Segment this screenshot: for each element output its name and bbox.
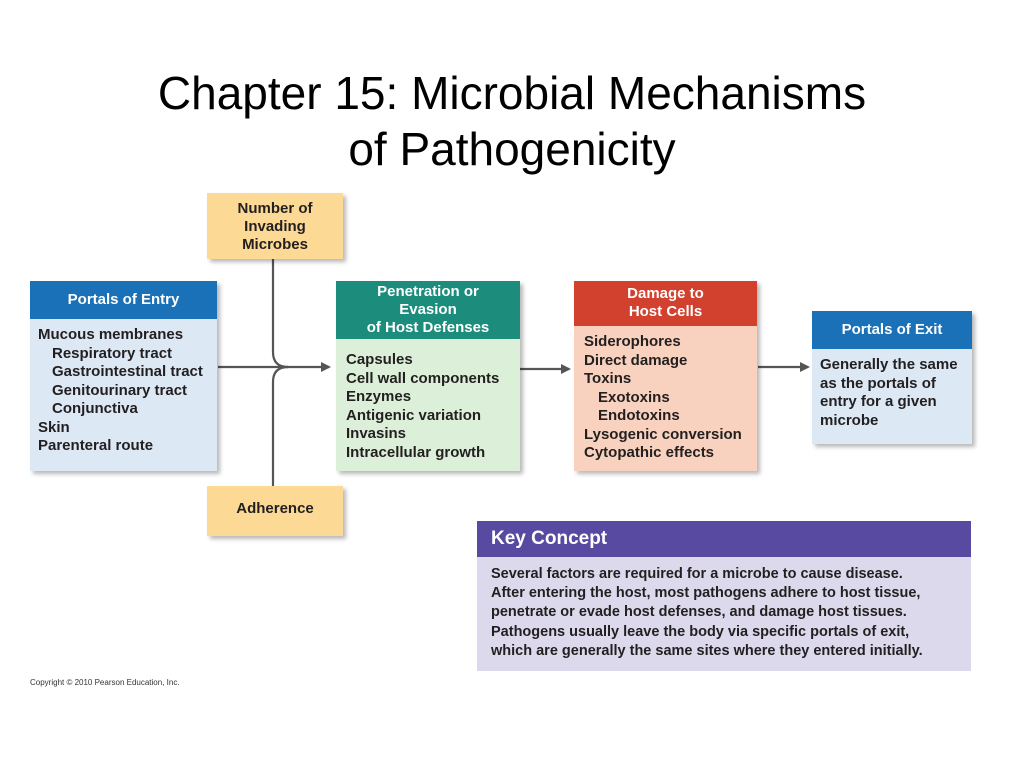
key-concept-box [477, 521, 971, 671]
list-item: Cell wall components [346, 369, 500, 387]
list-item: Conjunctiva [52, 400, 138, 417]
list-item: microbe [820, 411, 879, 429]
list-item: Antigenic variation [346, 406, 482, 424]
list-item: Direct damage [584, 351, 688, 369]
list-item: Siderophores [584, 333, 681, 350]
adherence-label: Adherence [236, 500, 314, 517]
list-item: Toxins [584, 370, 632, 387]
invading-line-3: Microbes [242, 236, 308, 253]
key-concept-line: which are generally the same sites where they entered initially. [491, 642, 923, 659]
damage-header-line-1: Damage to [627, 285, 704, 302]
list-item: Capsules [346, 351, 413, 368]
list-item: Skin [38, 418, 70, 436]
invading-line-2: Invading [244, 218, 306, 235]
list-item: Parenteral route [38, 437, 154, 454]
penetration-header-line-1: Penetration or [377, 283, 479, 300]
copyright-notice: Copyright © 2010 Pearson Education, Inc. [30, 678, 180, 687]
list-item: Respiratory tract [52, 344, 173, 362]
damage-host-cells-header [574, 281, 757, 326]
list-item: Lysogenic conversion [584, 425, 742, 443]
key-concept-line: Pathogens usually leave the body via specific portals of exit, [491, 623, 910, 640]
list-item: Mucous membranes [38, 326, 184, 343]
penetration-evasion-list [336, 339, 520, 462]
damage-host-cells-box [574, 281, 757, 471]
portals-of-exit-header [812, 311, 972, 349]
invading-microbes-box [207, 193, 343, 259]
portals-of-entry-box [30, 281, 217, 471]
portals-of-entry-list [30, 319, 217, 456]
portals-of-entry-title: Portals of Entry [67, 291, 180, 308]
invading-line-1: Number of [237, 200, 313, 217]
list-item: Generally the same [820, 356, 958, 373]
portals-of-exit-box [812, 311, 972, 444]
key-concept-line: penetrate or evade host defenses, and damage host tissues. [491, 604, 907, 621]
penetration-evasion-header [336, 281, 520, 339]
list-item: Cytopathic effects [584, 444, 715, 461]
list-item: Invasins [346, 425, 407, 442]
portals-of-entry-header [30, 281, 217, 319]
list-item: Genitourinary tract [52, 381, 188, 399]
penetration-evasion-box [336, 281, 520, 471]
slide-title-line-2: of Pathogenicity [348, 122, 676, 175]
connector-bottom-vertical [273, 367, 288, 486]
list-item: Enzymes [346, 388, 412, 405]
key-concept-line: Several factors are required for a microbe to cause disease. [491, 566, 903, 582]
adherence-box [207, 486, 343, 536]
key-concept-line: After entering the host, most pathogens adhere to host tissue, [491, 585, 921, 602]
damage-host-cells-list [574, 326, 757, 463]
penetration-header-line-2: Evasion [399, 301, 457, 318]
portals-of-exit-list [812, 349, 972, 430]
list-item: entry for a given [820, 393, 937, 410]
slide-title-line-1: Chapter 15: Microbial Mechanisms [157, 66, 867, 119]
key-concept-header: Key Concept [477, 521, 971, 557]
penetration-header-line-3: of Host Defenses [366, 319, 490, 336]
connector-top-vertical [273, 258, 288, 367]
list-item: Endotoxins [598, 407, 680, 424]
list-item: Exotoxins [598, 388, 670, 406]
list-item: Intracellular growth [346, 443, 486, 461]
damage-header-line-2: Host Cells [628, 303, 703, 320]
key-concept-body [477, 557, 971, 671]
list-item: as the portals of [820, 374, 936, 392]
list-item: Gastrointestinal tract [52, 363, 203, 380]
portals-of-exit-title: Portals of Exit [841, 321, 943, 338]
